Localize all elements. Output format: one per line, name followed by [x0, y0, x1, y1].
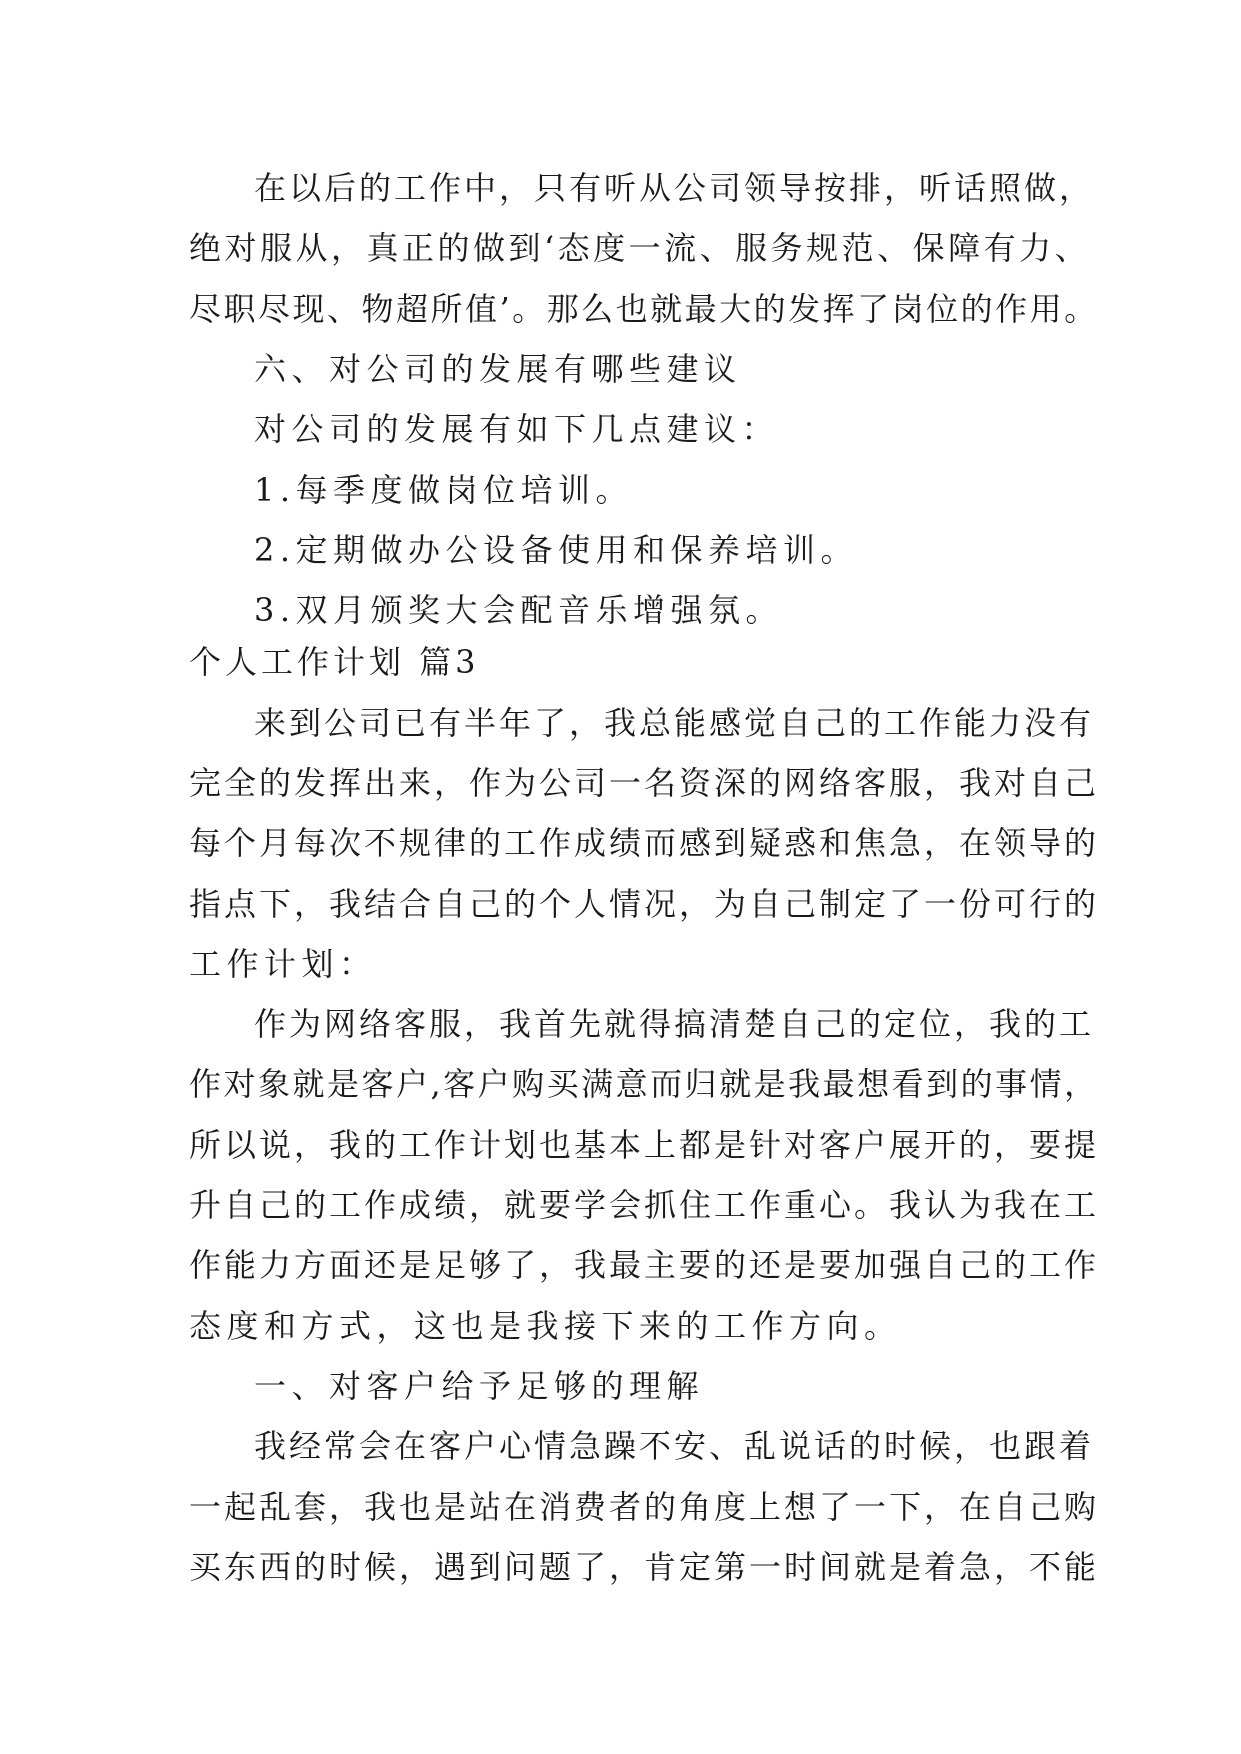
paragraph-line: 我经常会在客户心情急躁不安、乱说话的时候，也跟着 — [254, 1427, 1095, 1465]
list-item: 3.双月颁奖大会配音乐增强氛。 — [254, 591, 784, 629]
paragraph-line: 买东西的时候，遇到问题了，肯定第一时间就是着急，不能 — [189, 1548, 1100, 1586]
paragraph-line: 每个月每次不规律的工作成绩而感到疑惑和焦急，在领导的 — [189, 824, 1100, 862]
paragraph-line: 作能力方面还是足够了，我最主要的还是要加强自己的工作 — [189, 1246, 1100, 1284]
paragraph-line: 在以后的工作中，只有听从公司领导按排，听话照做， — [254, 169, 1095, 207]
paragraph-line: 绝对服从，真正的做到‘态度一流、服务规范、保障有力、 — [189, 229, 1091, 267]
section-heading: 六、对公司的发展有哪些建议 — [254, 350, 742, 388]
paragraph-line: 所以说，我的工作计划也基本上都是针对客户展开的，要提 — [189, 1126, 1100, 1164]
document-heading: 个人工作计划 篇3 — [189, 643, 480, 681]
section-heading: 一、对客户给予足够的理解 — [254, 1367, 705, 1405]
paragraph-line: 态度和方式，这也是我接下来的工作方向。 — [189, 1307, 902, 1345]
paragraph-line: 来到公司已有半年了，我总能感觉自己的工作能力没有 — [254, 704, 1095, 742]
list-item: 1.每季度做岗位培训。 — [254, 471, 634, 509]
paragraph-line: 工作计划： — [189, 945, 377, 983]
paragraph-line: 作为网络客服，我首先就得搞清楚自己的定位，我的工 — [254, 1005, 1095, 1043]
paragraph-line: 升自己的工作成绩，就要学会抓住工作重心。我认为我在工 — [189, 1186, 1100, 1224]
paragraph-line: 对公司的发展有如下几点建议： — [254, 410, 780, 448]
paragraph-line: 一起乱套，我也是站在消费者的角度上想了一下，在自己购 — [189, 1488, 1100, 1526]
list-item: 2.定期做办公设备使用和保养培训。 — [254, 531, 859, 569]
paragraph-line: 作对象就是客户,客户购买满意而归就是我最想看到的事情， — [189, 1065, 1099, 1103]
paragraph-line: 指点下，我结合自己的个人情况，为自己制定了一份可行的 — [189, 885, 1100, 923]
paragraph-line: 完全的发挥出来，作为公司一名资深的网络客服，我对自己 — [189, 764, 1100, 802]
paragraph-line: 尽职尽现、物超所值’。那么也就最大的发挥了岗位的作用。 — [189, 290, 1099, 328]
